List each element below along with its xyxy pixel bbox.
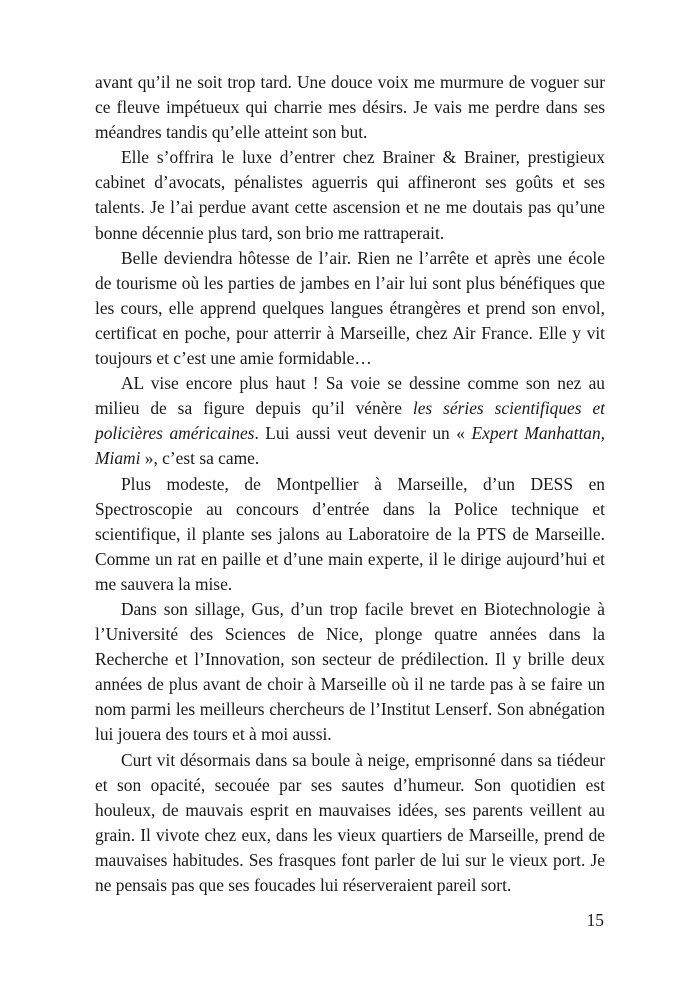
paragraph-1-text: avant qu’il ne soit trop tard. Une douce voix me murmure de voguer sur ce fleuve impétueux qui charrie mes désirs. Je vais me perdre dans ses méandres tandis qu’elle atteint son but. [95, 72, 605, 143]
paragraph-4-text-b: . Lui aussi veut devenir un « [254, 423, 472, 444]
paragraph-2 [95, 145, 605, 245]
paragraph-4-text-a: AL vise encore plus haut ! Sa voie se dessine comme son nez au milieu de sa figure depuis qu’il vénère [95, 373, 605, 419]
paragraph-4-text-c: », c’est sa came. [140, 448, 260, 469]
paragraph-5-text: Plus modeste, de Montpellier à Marseille, d’un DESS en Spectroscopie au concours d’entrée dans la Police technique et scientifique, il plante ses jalons au Laboratoire de la PTS de Marseille. Comme un rat en paille et d’une main experte, il le dirige aujourd’hui et me sauvera la mise. [95, 473, 605, 594]
paragraph-4-italic-expert: Expert Manhattan, Miami [95, 423, 606, 469]
paragraph-6-text: Dans son sillage, Gus, d’un trop facile brevet en Biotechnologie à l’Université des Sciences de Nice, plonge quatre années dans la Recherche et l’Innovation, son secteur de prédilection. Il y brille deux années de plus avant de choir à Marseille où il ne tarde pas à se faire un nom parmi les meilleurs chercheurs de l’Institut Lenserf. Son abnégation lui jouera des tours et à moi aussi. [95, 598, 605, 745]
paragraph-3 [95, 246, 605, 371]
page-number: 15 [586, 910, 604, 930]
paragraph-4-italic-series: les séries scientifiques et policières américaines [95, 398, 606, 444]
paragraph-6 [95, 597, 605, 748]
paragraph-1 [95, 70, 605, 145]
paragraph-7-text: Curt vit désormais dans sa boule à neige, emprisonné dans sa tiédeur et son opacité, secouée par ses sautes d’humeur. Son quotidien est houleux, de mauvais esprit en mauvaises idées, ses parents veillent au grain. Il vivote chez eux, dans les vieux quartiers de Marseille, prend de mauvaises habitudes. Ses frasques font parler de lui sur le vieux port. Je ne pensais pas que ses foucades lui réserveraient pareil sort. [95, 749, 605, 895]
paragraph-5 [95, 472, 605, 597]
paragraph-2-text: Elle s’offrira le luxe d’entrer chez Brainer & Brainer, prestigieux cabinet d’avocats, pénalistes aguerris qui affineront ses goûts et ses talents. Je l’ai perdue avant cette ascension et ne me doutais pas qu’une bonne décennie plus tard, son brio me rattraperait. [95, 147, 605, 243]
paragraph-7 [95, 748, 605, 899]
paragraph-4 [95, 371, 605, 471]
paragraph-3-text: Belle deviendra hôtesse de l’air. Rien ne l’arrête et après une école de tourisme où les parties de jambes en l’air lui sont plus bénéfiques que les cours, elle apprend quelques langues étrangères et prend son envol, certificat en poche, pour atterrir à Marseille, chez Air France. Elle y vit toujours et c’est une amie formidable… [95, 247, 605, 369]
page-body-text [95, 70, 605, 898]
